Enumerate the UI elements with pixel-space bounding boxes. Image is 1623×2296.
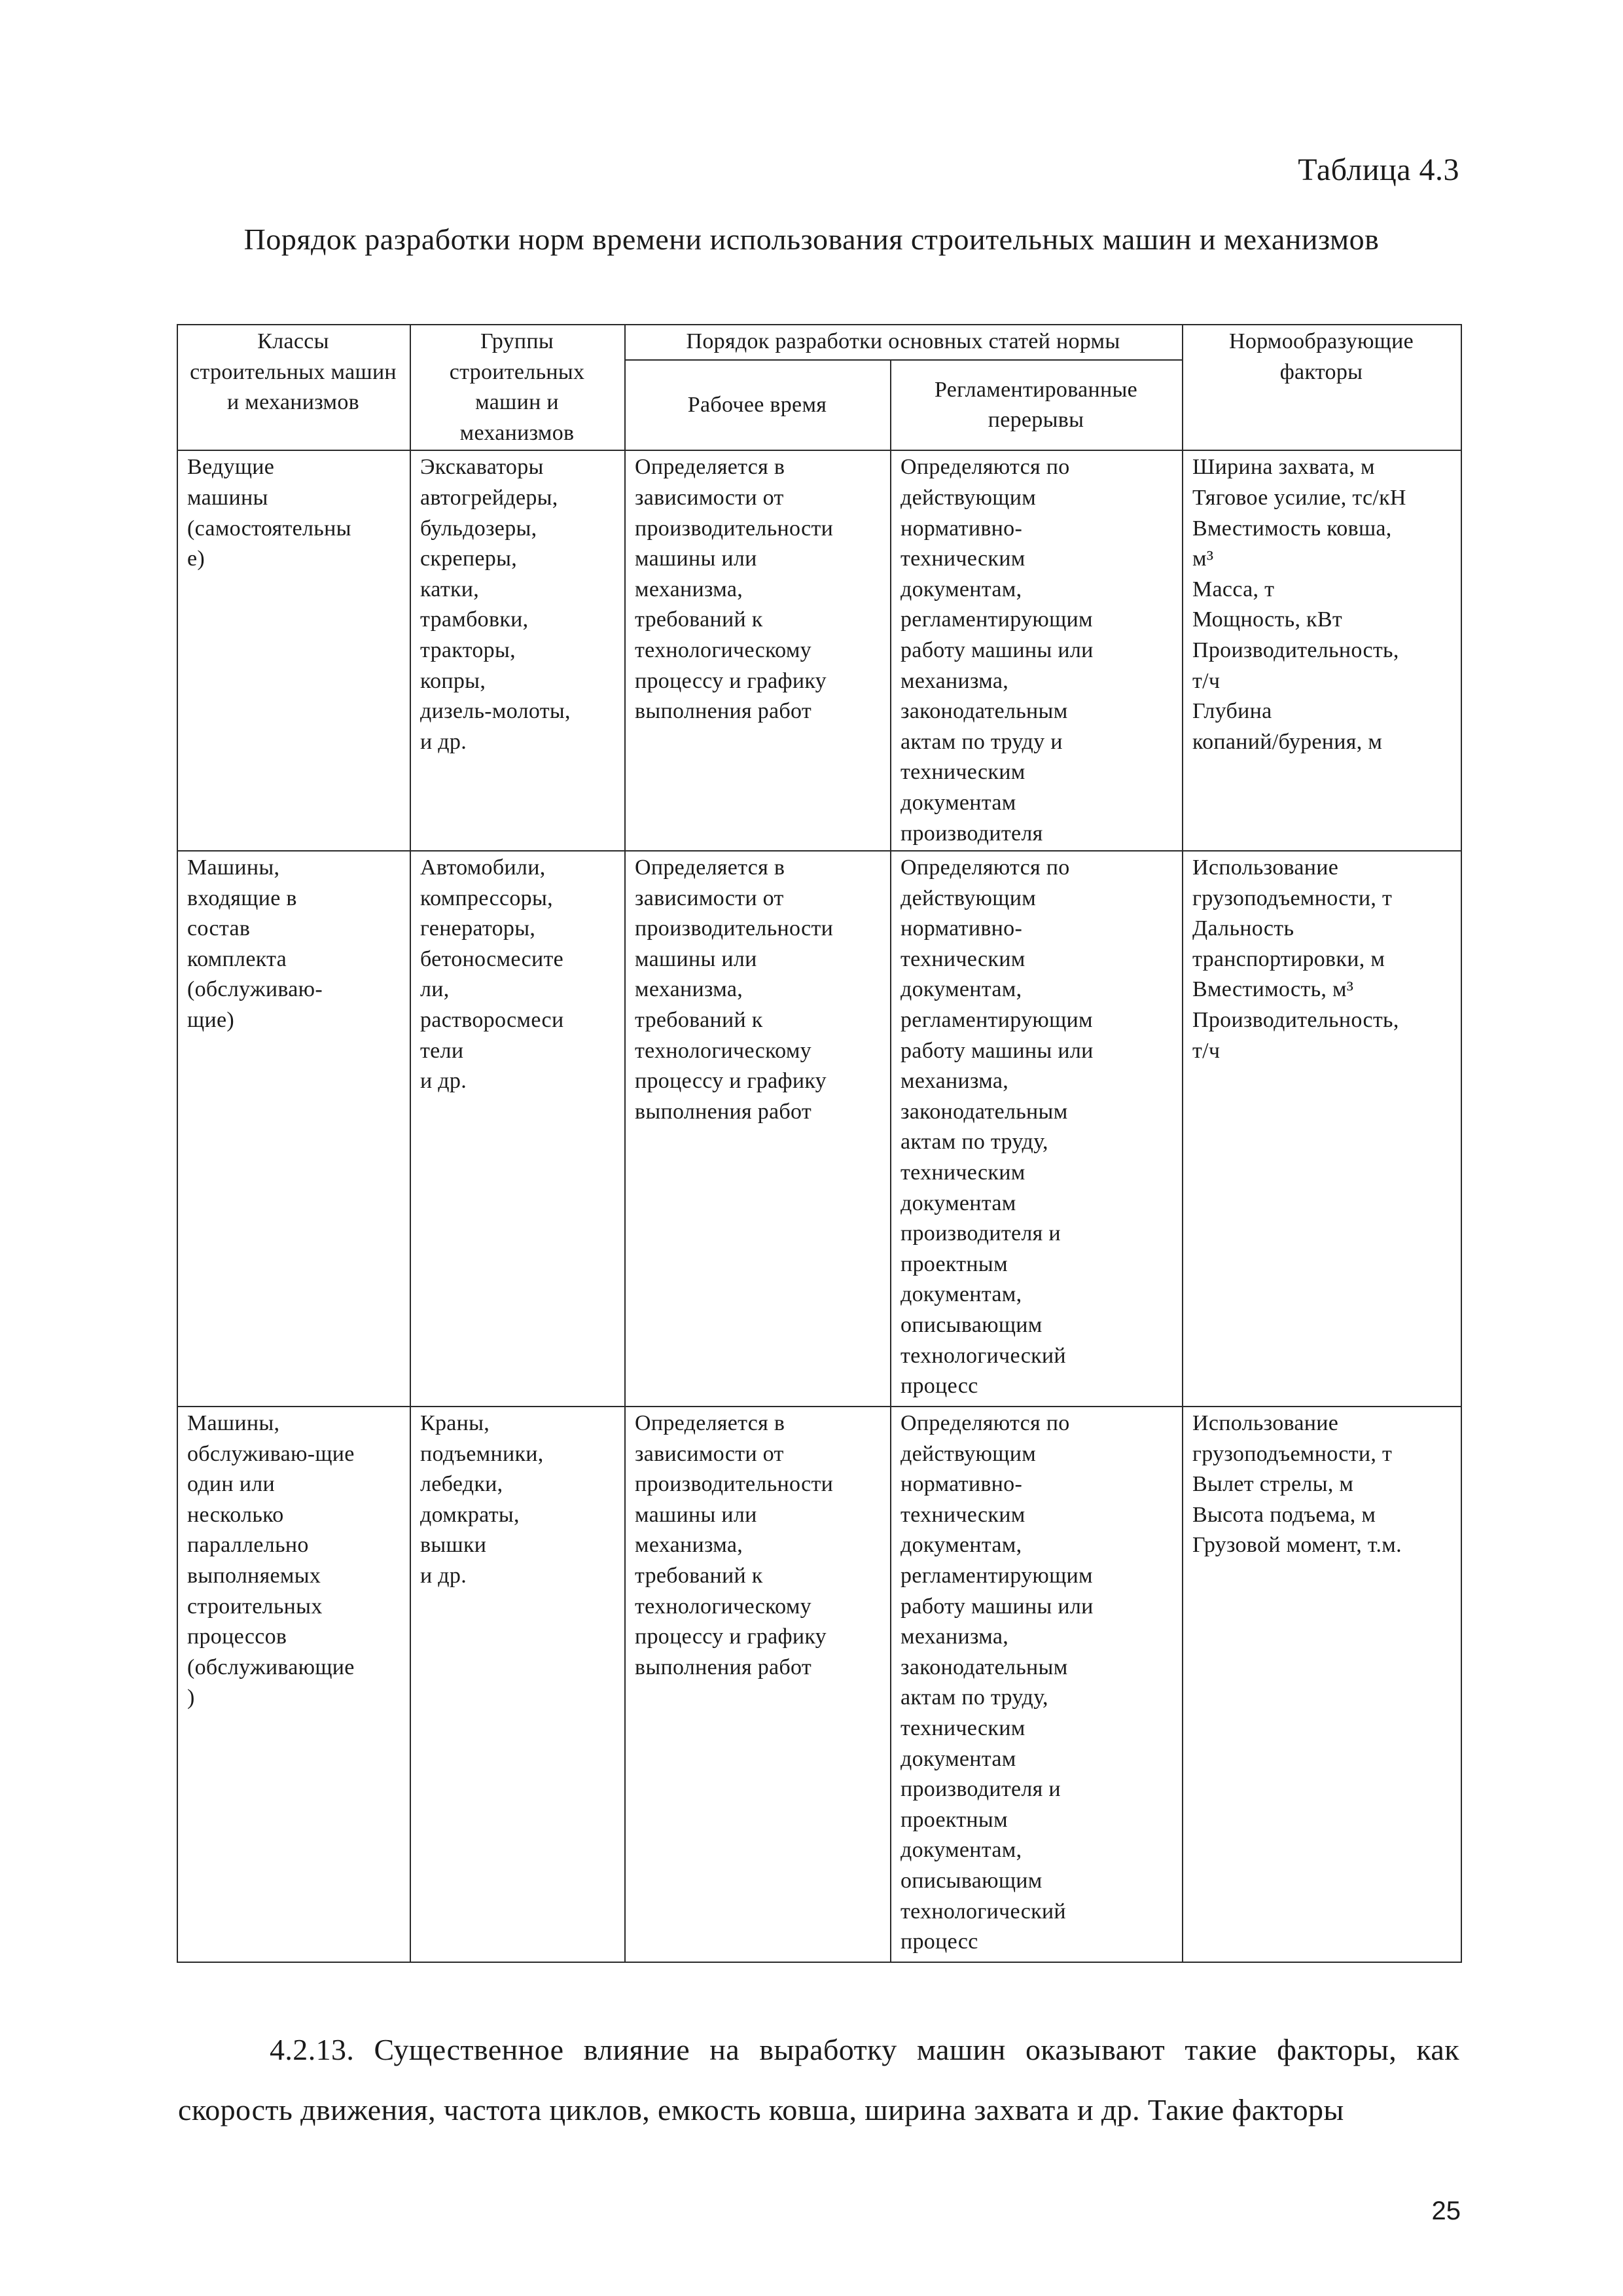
cell-factors: Ширина захвата, м Тяговое усилие, тс/кН Вместимость ковша, м³ Масса, т Мощность, кВт Производительность, т/ч Глубина копаний/бурения, м [1183,450,1461,851]
table-caption: Таблица 4.3 [1298,152,1459,187]
cell-classes: Машины, входящие в состав комплекта (обслуживаю- щие) [177,851,410,1407]
header-breaks: Регламентированные перерывы [891,360,1183,450]
table-header-row [177,325,1461,360]
cell-breaks: Определяются по действующим нормативно- техническим документам, регламентирующим работу машины или механизма, законодательным актам по труду, техническим документам производителя и проектным документам, описывающим технологический процесс [891,851,1183,1407]
header-factors: Нормообразующие факторы [1183,325,1461,450]
cell-breaks: Определяются по действующим нормативно- техническим документам, регламентирующим работу машины или механизма, законодательным актам по труду, техническим документам производителя и проектным документам, описывающим технологический процесс [891,1407,1183,1962]
cell-groups: Экскаваторы автогрейдеры, бульдозеры, скреперы, катки, трамбовки, тракторы, копры, дизель-молоты, и др. [410,450,625,851]
table-title: Порядок разработки норм времени использования строительных машин и механизмов [243,223,1380,256]
cell-factors: Использование грузоподъемности, т Вылет стрелы, м Высота подъема, м Грузовой момент, т.м. [1183,1407,1461,1962]
header-groups: Группы строительных машин и механизмов [410,325,625,450]
table-row [177,450,1461,851]
norms-table [177,324,1462,1963]
body-paragraph: 4.2.13. Существенное влияние на выработку машин оказывают такие факторы, как скорость движения, частота циклов, емкость ковша, ширина захвата и др. Такие факторы [178,2033,1459,2126]
table-row [177,851,1461,1407]
page-number: 25 [1431,2197,1461,2225]
cell-factors: Использование грузоподъемности, т Дальность транспортировки, м Вместимость, м³ Производительность, т/ч [1183,851,1461,1407]
cell-classes: Ведущие машины (самостоятельны e) [177,450,410,851]
cell-working-time: Определяется в зависимости от производительности машины или механизма, требований к технологическому процессу и графику выполнения работ [625,1407,891,1962]
cell-working-time: Определяется в зависимости от производительности машины или механизма, требований к технологическому процессу и графику выполнения работ [625,450,891,851]
cell-classes: Машины, обслуживаю-щие один или несколько параллельно выполняемых строительных процессов (обслуживающие ) [177,1407,410,1962]
table-row [177,1407,1461,1962]
header-working-time: Рабочее время [625,360,891,450]
header-procedure: Порядок разработки основных статей нормы [625,325,1183,360]
cell-groups: Краны, подъемники, лебедки, домкраты, вышки и др. [410,1407,625,1962]
cell-working-time: Определяется в зависимости от производительности машины или механизма, требований к технологическому процессу и графику выполнения работ [625,851,891,1407]
header-classes: Классы строительных машин и механизмов [177,325,410,450]
cell-groups: Автомобили, компрессоры, генераторы, бетоносмесите ли, растворосмеси тели и др. [410,851,625,1407]
cell-breaks: Определяются по действующим нормативно- техническим документам, регламентирующим работу машины или механизма, законодательным актам по труду и техническим документам производителя [891,450,1183,851]
